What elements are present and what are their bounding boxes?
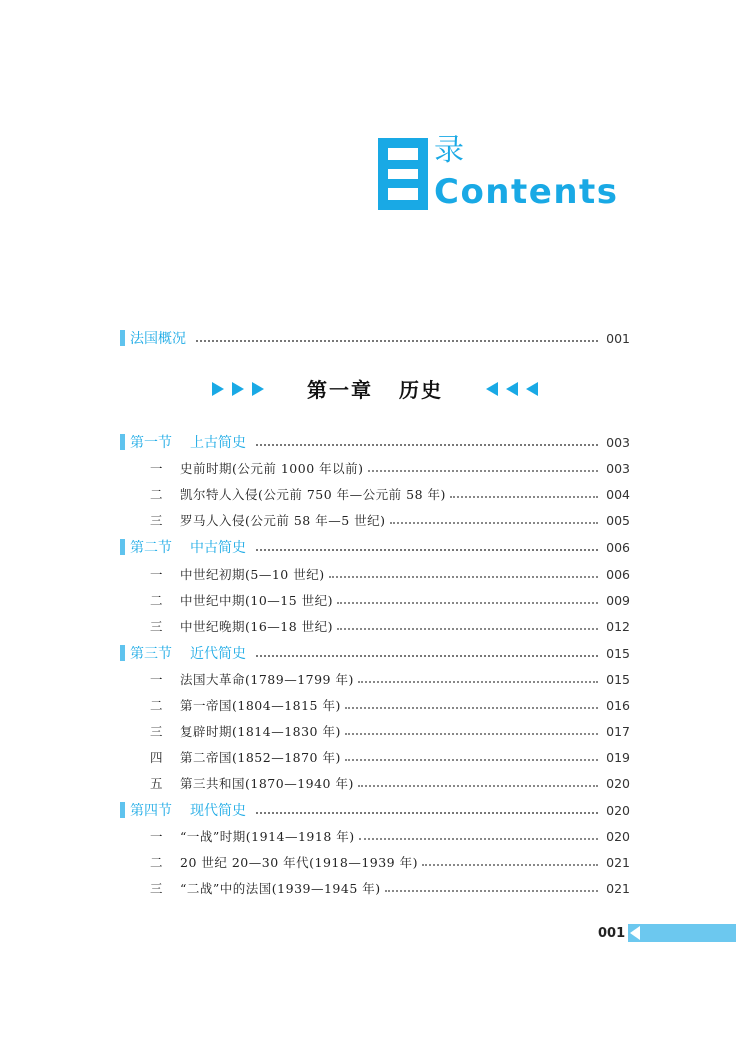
leader-dots xyxy=(368,470,599,472)
item-title: 史前时期(公元前 1000 年以前) xyxy=(180,461,364,476)
section-title: 近代简史 xyxy=(190,646,246,662)
item-number: 一 xyxy=(150,567,163,582)
toc-overview-row[interactable] xyxy=(120,327,630,349)
toc-section-row[interactable] xyxy=(120,642,630,664)
page-number: 016 xyxy=(606,697,630,713)
leader-dots xyxy=(345,733,598,735)
section-title: 中古简史 xyxy=(190,540,246,556)
leader-dots xyxy=(450,496,598,498)
section-marker xyxy=(120,802,125,818)
page-number: 020 xyxy=(606,775,630,791)
page-number: 004 xyxy=(606,486,630,502)
page-number: 015 xyxy=(606,671,630,687)
toc-item-row[interactable] xyxy=(150,668,630,690)
page-number: 020 xyxy=(606,828,630,844)
leader-dots xyxy=(358,785,598,787)
title-contents-word: Contents xyxy=(434,172,619,212)
leader-dots xyxy=(345,759,598,761)
section-title: 上古简史 xyxy=(190,435,246,451)
toc-section-row[interactable] xyxy=(120,799,630,821)
toc-item-row[interactable] xyxy=(150,509,630,531)
item-title: “一战”时期(1914—1918 年) xyxy=(180,829,355,844)
page-number: 012 xyxy=(606,618,630,634)
toc-item-row[interactable] xyxy=(150,563,630,585)
item-title: 中世纪初期(5—10 世纪) xyxy=(180,567,325,582)
toc-item-row[interactable] xyxy=(150,589,630,611)
page-number: 005 xyxy=(606,512,630,528)
toc-item-row[interactable] xyxy=(150,825,630,847)
toc-title xyxy=(378,133,638,218)
toc-section-row[interactable] xyxy=(120,431,630,453)
section-marker xyxy=(120,645,125,661)
section-label: 第一节 xyxy=(130,435,172,451)
chapter-label: 第一章 xyxy=(307,378,373,402)
leader-dots xyxy=(359,838,599,840)
overview-label: 法国概况 xyxy=(130,331,186,347)
page-number: 019 xyxy=(606,749,630,765)
leader-dots xyxy=(256,549,598,551)
item-number: 二 xyxy=(150,487,163,502)
footer-tab-bar xyxy=(628,924,736,942)
item-title: 复辟时期(1814—1830 年) xyxy=(180,724,341,739)
item-number: 四 xyxy=(150,750,163,765)
toc-item-row[interactable] xyxy=(150,694,630,716)
leader-dots xyxy=(390,522,599,524)
item-number: 一 xyxy=(150,672,163,687)
page-number: 021 xyxy=(606,854,630,870)
page-number: 006 xyxy=(606,566,630,582)
footer-page-number: 001 xyxy=(598,926,626,941)
leader-dots xyxy=(337,602,598,604)
item-title: 第二帝国(1852—1870 年) xyxy=(180,750,341,765)
item-number: 二 xyxy=(150,698,163,713)
page-number: 006 xyxy=(606,539,630,555)
toc-item-row[interactable] xyxy=(150,746,630,768)
toc-item-row[interactable] xyxy=(150,851,630,873)
item-title: “二战”中的法国(1939—1945 年) xyxy=(180,881,381,896)
chapter-heading xyxy=(210,372,540,406)
toc-item-row[interactable] xyxy=(150,457,630,479)
toc-item-row[interactable] xyxy=(150,483,630,505)
leader-dots xyxy=(358,681,598,683)
page-number: 017 xyxy=(606,723,630,739)
page-number: 001 xyxy=(606,330,630,346)
item-number: 二 xyxy=(150,855,163,870)
leader-dots xyxy=(196,340,598,342)
item-title: 法国大革命(1789—1799 年) xyxy=(180,672,354,687)
toc-item-row[interactable] xyxy=(150,877,630,899)
left-arrows-icon xyxy=(480,380,540,398)
page-number: 003 xyxy=(606,460,630,476)
item-title: 20 世纪 20—30 年代(1918—1939 年) xyxy=(180,855,418,870)
section-title: 现代简史 xyxy=(190,803,246,819)
item-number: 三 xyxy=(150,724,163,739)
item-title: 凯尔特人入侵(公元前 750 年—公元前 58 年) xyxy=(180,487,446,502)
item-number: 三 xyxy=(150,513,163,528)
item-number: 三 xyxy=(150,881,163,896)
toc-item-row[interactable] xyxy=(150,772,630,794)
toc-item-row[interactable] xyxy=(150,615,630,637)
section-marker xyxy=(120,539,125,555)
chapter-name: 历史 xyxy=(399,378,443,402)
page-number: 020 xyxy=(606,802,630,818)
item-number: 一 xyxy=(150,829,163,844)
page-number: 021 xyxy=(606,880,630,896)
section-label: 第三节 xyxy=(130,646,172,662)
leader-dots xyxy=(256,655,598,657)
item-title: 中世纪中期(10—15 世纪) xyxy=(180,593,334,608)
item-title: 第三共和国(1870—1940 年) xyxy=(180,776,354,791)
leader-dots xyxy=(337,628,598,630)
leader-dots xyxy=(385,890,599,892)
section-label: 第四节 xyxy=(130,803,172,819)
leader-dots xyxy=(329,576,599,578)
item-title: 中世纪晚期(16—18 世纪) xyxy=(180,619,334,634)
section-label: 第二节 xyxy=(130,540,172,556)
toc-item-row[interactable] xyxy=(150,720,630,742)
item-title: 第一帝国(1804—1815 年) xyxy=(180,698,341,713)
leader-dots xyxy=(345,707,598,709)
big-title-character xyxy=(378,138,428,210)
item-number: 一 xyxy=(150,461,163,476)
item-title: 罗马人入侵(公元前 58 年—5 世纪) xyxy=(180,513,386,528)
page-number: 009 xyxy=(606,592,630,608)
item-number: 三 xyxy=(150,619,163,634)
title-lu-character: 录 xyxy=(434,133,464,168)
page-number: 015 xyxy=(606,645,630,661)
toc-section-row[interactable] xyxy=(120,536,630,558)
item-number: 二 xyxy=(150,593,163,608)
section-marker xyxy=(120,434,125,450)
item-number: 五 xyxy=(150,776,163,791)
page-number: 003 xyxy=(606,434,630,450)
section-marker xyxy=(120,330,125,346)
leader-dots xyxy=(422,864,598,866)
leader-dots xyxy=(256,812,598,814)
leader-dots xyxy=(256,444,598,446)
